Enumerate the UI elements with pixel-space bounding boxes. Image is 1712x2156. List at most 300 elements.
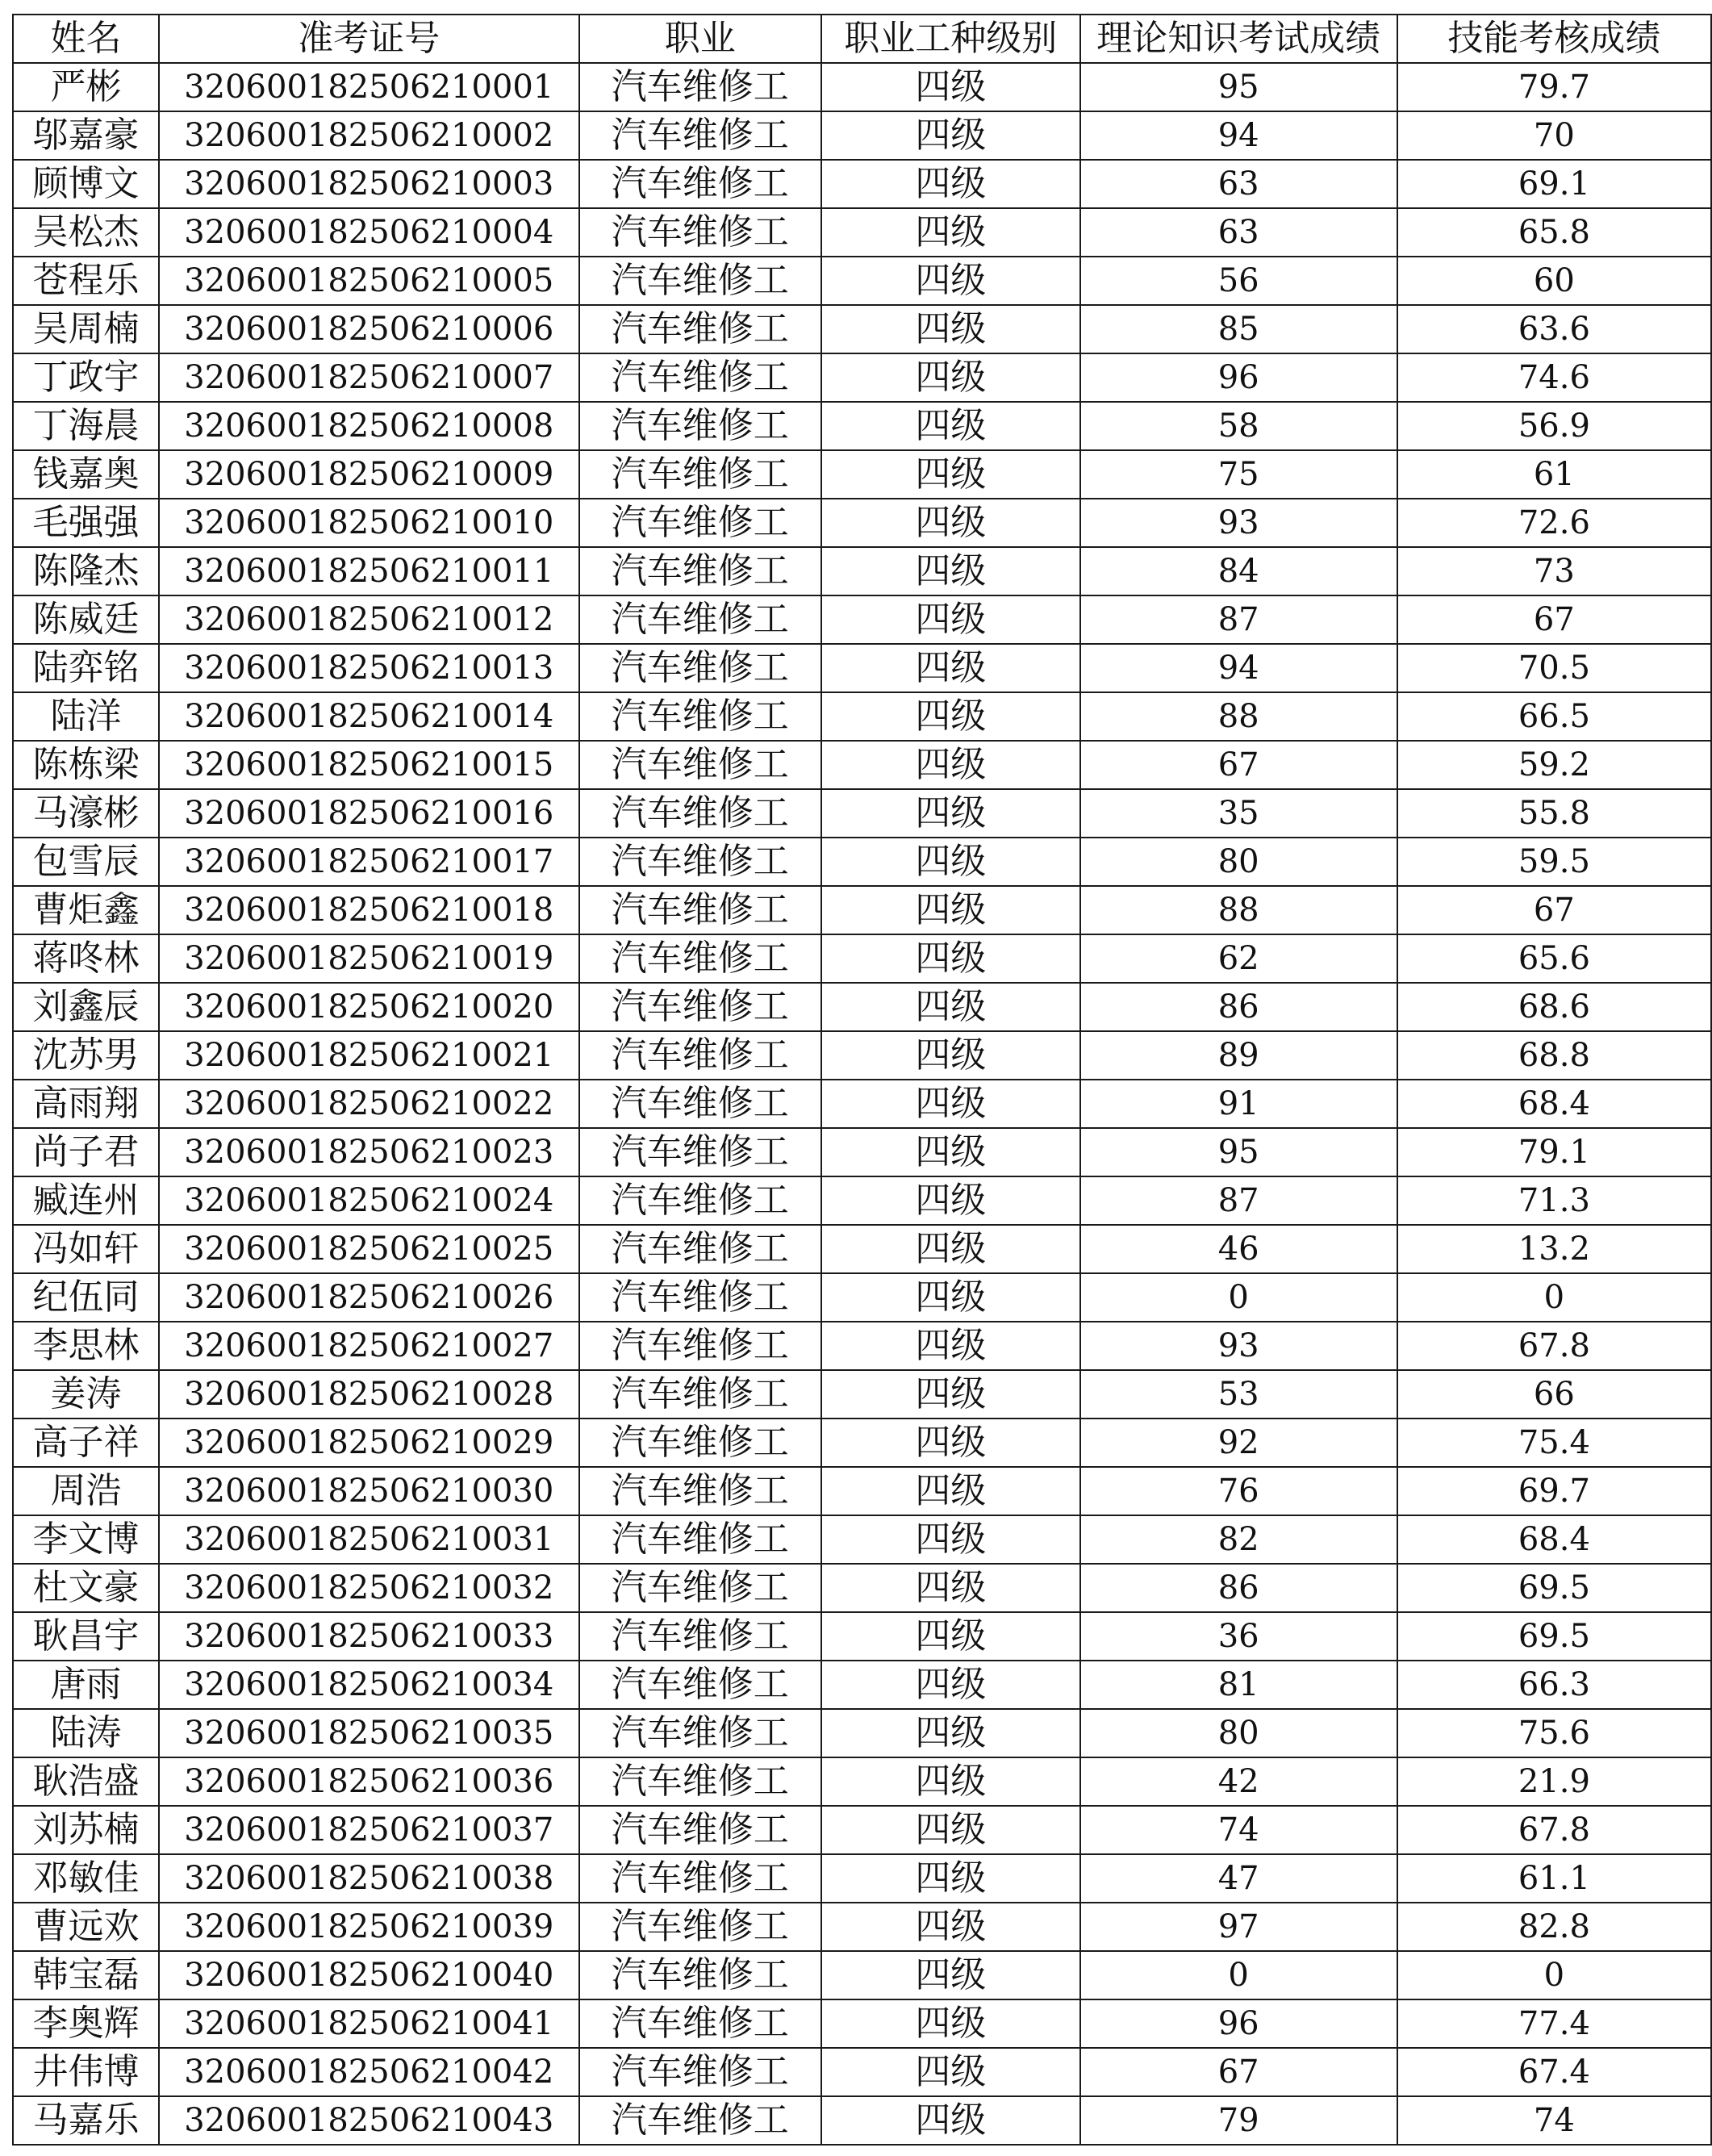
header-occupation: 职业	[579, 15, 821, 63]
occupation-cell: 汽车维修工	[579, 353, 821, 402]
theory-score-cell: 63	[1080, 208, 1397, 257]
header-row	[13, 15, 1711, 63]
ticket-number-cell: 320600182506210012	[159, 595, 579, 644]
level-cell: 四级	[821, 2048, 1080, 2096]
table-row	[13, 1709, 1711, 1757]
occupation-cell: 汽车维修工	[579, 789, 821, 838]
occupation-cell: 汽车维修工	[579, 886, 821, 934]
ticket-number-cell: 320600182506210002	[159, 111, 579, 160]
occupation-cell: 汽车维修工	[579, 1854, 821, 1903]
level-cell: 四级	[821, 983, 1080, 1031]
occupation-cell: 汽车维修工	[579, 111, 821, 160]
level-cell: 四级	[821, 1806, 1080, 1854]
skill-score-cell: 69.7	[1397, 1467, 1711, 1515]
occupation-cell: 汽车维修工	[579, 1080, 821, 1128]
occupation-cell: 汽车维修工	[579, 63, 821, 111]
skill-score-cell: 65.6	[1397, 934, 1711, 983]
skill-score-cell: 67.8	[1397, 1806, 1711, 1854]
table-row	[13, 547, 1711, 595]
theory-score-cell: 88	[1080, 886, 1397, 934]
skill-score-cell: 79.7	[1397, 63, 1711, 111]
level-cell: 四级	[821, 1757, 1080, 1806]
skill-score-cell: 74.6	[1397, 353, 1711, 402]
table-row	[13, 450, 1711, 499]
theory-score-cell: 63	[1080, 160, 1397, 208]
level-cell: 四级	[821, 1273, 1080, 1322]
theory-score-cell: 93	[1080, 1322, 1397, 1370]
occupation-cell: 汽车维修工	[579, 1322, 821, 1370]
name-cell: 韩宝磊	[13, 1951, 159, 1999]
theory-score-cell: 93	[1080, 499, 1397, 547]
name-cell: 周浩	[13, 1467, 159, 1515]
occupation-cell: 汽车维修工	[579, 257, 821, 305]
ticket-number-cell: 320600182506210016	[159, 789, 579, 838]
name-cell: 马濠彬	[13, 789, 159, 838]
occupation-cell: 汽车维修工	[579, 1757, 821, 1806]
occupation-cell: 汽车维修工	[579, 983, 821, 1031]
ticket-number-cell: 320600182506210034	[159, 1661, 579, 1709]
theory-score-cell: 74	[1080, 1806, 1397, 1854]
occupation-cell: 汽车维修工	[579, 644, 821, 692]
ticket-number-cell: 320600182506210023	[159, 1128, 579, 1176]
level-cell: 四级	[821, 1951, 1080, 1999]
table-row	[13, 1176, 1711, 1225]
table-row	[13, 1661, 1711, 1709]
name-cell: 马嘉乐	[13, 2096, 159, 2145]
skill-score-cell: 67.8	[1397, 1322, 1711, 1370]
skill-score-cell: 68.6	[1397, 983, 1711, 1031]
ticket-number-cell: 320600182506210025	[159, 1225, 579, 1273]
theory-score-cell: 53	[1080, 1370, 1397, 1419]
name-cell: 李文博	[13, 1515, 159, 1564]
skill-score-cell: 82.8	[1397, 1903, 1711, 1951]
table-row	[13, 983, 1711, 1031]
skill-score-cell: 69.5	[1397, 1612, 1711, 1661]
header-ticket-number: 准考证号	[159, 15, 579, 63]
ticket-number-cell: 320600182506210022	[159, 1080, 579, 1128]
name-cell: 丁政宇	[13, 353, 159, 402]
table-row	[13, 838, 1711, 886]
name-cell: 严彬	[13, 63, 159, 111]
skill-score-cell: 66.3	[1397, 1661, 1711, 1709]
name-cell: 冯如轩	[13, 1225, 159, 1273]
level-cell: 四级	[821, 789, 1080, 838]
theory-score-cell: 84	[1080, 547, 1397, 595]
skill-score-cell: 72.6	[1397, 499, 1711, 547]
theory-score-cell: 58	[1080, 402, 1397, 450]
theory-score-cell: 95	[1080, 63, 1397, 111]
level-cell: 四级	[821, 353, 1080, 402]
level-cell: 四级	[821, 208, 1080, 257]
skill-score-cell: 68.4	[1397, 1080, 1711, 1128]
name-cell: 沈苏男	[13, 1031, 159, 1080]
ticket-number-cell: 320600182506210031	[159, 1515, 579, 1564]
level-cell: 四级	[821, 1370, 1080, 1419]
skill-score-cell: 68.8	[1397, 1031, 1711, 1080]
ticket-number-cell: 320600182506210040	[159, 1951, 579, 1999]
skill-score-cell: 68.4	[1397, 1515, 1711, 1564]
table-row	[13, 886, 1711, 934]
name-cell: 邬嘉豪	[13, 111, 159, 160]
occupation-cell: 汽车维修工	[579, 2048, 821, 2096]
occupation-cell: 汽车维修工	[579, 499, 821, 547]
table-row	[13, 789, 1711, 838]
level-cell: 四级	[821, 111, 1080, 160]
name-cell: 曹远欢	[13, 1903, 159, 1951]
name-cell: 陈栋梁	[13, 741, 159, 789]
theory-score-cell: 0	[1080, 1951, 1397, 1999]
occupation-cell: 汽车维修工	[579, 1225, 821, 1273]
level-cell: 四级	[821, 63, 1080, 111]
level-cell: 四级	[821, 1564, 1080, 1612]
ticket-number-cell: 320600182506210037	[159, 1806, 579, 1854]
level-cell: 四级	[821, 1854, 1080, 1903]
name-cell: 邓敏佳	[13, 1854, 159, 1903]
theory-score-cell: 85	[1080, 305, 1397, 353]
skill-score-cell: 63.6	[1397, 305, 1711, 353]
table-row	[13, 1903, 1711, 1951]
theory-score-cell: 89	[1080, 1031, 1397, 1080]
table-row	[13, 305, 1711, 353]
occupation-cell: 汽车维修工	[579, 838, 821, 886]
table-row	[13, 208, 1711, 257]
skill-score-cell: 61.1	[1397, 1854, 1711, 1903]
level-cell: 四级	[821, 1031, 1080, 1080]
theory-score-cell: 80	[1080, 838, 1397, 886]
table-row	[13, 402, 1711, 450]
theory-score-cell: 96	[1080, 353, 1397, 402]
theory-score-cell: 67	[1080, 2048, 1397, 2096]
name-cell: 曹炬鑫	[13, 886, 159, 934]
ticket-number-cell: 320600182506210038	[159, 1854, 579, 1903]
name-cell: 井伟博	[13, 2048, 159, 2096]
occupation-cell: 汽车维修工	[579, 1273, 821, 1322]
theory-score-cell: 35	[1080, 789, 1397, 838]
ticket-number-cell: 320600182506210009	[159, 450, 579, 499]
occupation-cell: 汽车维修工	[579, 1515, 821, 1564]
ticket-number-cell: 320600182506210042	[159, 2048, 579, 2096]
name-cell: 尚子君	[13, 1128, 159, 1176]
skill-score-cell: 66.5	[1397, 692, 1711, 741]
theory-score-cell: 88	[1080, 692, 1397, 741]
level-cell: 四级	[821, 644, 1080, 692]
ticket-number-cell: 320600182506210030	[159, 1467, 579, 1515]
name-cell: 毛强强	[13, 499, 159, 547]
theory-score-cell: 94	[1080, 111, 1397, 160]
skill-score-cell: 67	[1397, 595, 1711, 644]
skill-score-cell: 75.4	[1397, 1419, 1711, 1467]
skill-score-cell: 61	[1397, 450, 1711, 499]
theory-score-cell: 47	[1080, 1854, 1397, 1903]
theory-score-cell: 91	[1080, 1080, 1397, 1128]
score-table	[12, 14, 1712, 2146]
occupation-cell: 汽车维修工	[579, 1419, 821, 1467]
name-cell: 耿昌宇	[13, 1612, 159, 1661]
skill-score-cell: 59.2	[1397, 741, 1711, 789]
occupation-cell: 汽车维修工	[579, 160, 821, 208]
level-cell: 四级	[821, 595, 1080, 644]
skill-score-cell: 71.3	[1397, 1176, 1711, 1225]
name-cell: 苍程乐	[13, 257, 159, 305]
name-cell: 姜涛	[13, 1370, 159, 1419]
occupation-cell: 汽车维修工	[579, 450, 821, 499]
skill-score-cell: 66	[1397, 1370, 1711, 1419]
occupation-cell: 汽车维修工	[579, 1903, 821, 1951]
name-cell: 陆涛	[13, 1709, 159, 1757]
table-row	[13, 1273, 1711, 1322]
ticket-number-cell: 320600182506210021	[159, 1031, 579, 1080]
table-row	[13, 499, 1711, 547]
theory-score-cell: 76	[1080, 1467, 1397, 1515]
skill-score-cell: 56.9	[1397, 402, 1711, 450]
theory-score-cell: 42	[1080, 1757, 1397, 1806]
name-cell: 丁海晨	[13, 402, 159, 450]
level-cell: 四级	[821, 402, 1080, 450]
level-cell: 四级	[821, 1903, 1080, 1951]
table-row	[13, 1806, 1711, 1854]
table-row	[13, 63, 1711, 111]
header-level: 职业工种级别	[821, 15, 1080, 63]
table-row	[13, 353, 1711, 402]
occupation-cell: 汽车维修工	[579, 1370, 821, 1419]
name-cell: 陆弈铭	[13, 644, 159, 692]
name-cell: 唐雨	[13, 1661, 159, 1709]
ticket-number-cell: 320600182506210010	[159, 499, 579, 547]
level-cell: 四级	[821, 886, 1080, 934]
name-cell: 陆洋	[13, 692, 159, 741]
occupation-cell: 汽车维修工	[579, 1467, 821, 1515]
occupation-cell: 汽车维修工	[579, 1806, 821, 1854]
header-theory-score: 理论知识考试成绩	[1080, 15, 1397, 63]
level-cell: 四级	[821, 1467, 1080, 1515]
level-cell: 四级	[821, 547, 1080, 595]
theory-score-cell: 46	[1080, 1225, 1397, 1273]
level-cell: 四级	[821, 1612, 1080, 1661]
ticket-number-cell: 320600182506210018	[159, 886, 579, 934]
level-cell: 四级	[821, 741, 1080, 789]
level-cell: 四级	[821, 692, 1080, 741]
name-cell: 陈隆杰	[13, 547, 159, 595]
name-cell: 高雨翔	[13, 1080, 159, 1128]
occupation-cell: 汽车维修工	[579, 1564, 821, 1612]
theory-score-cell: 86	[1080, 983, 1397, 1031]
theory-score-cell: 80	[1080, 1709, 1397, 1757]
name-cell: 李思林	[13, 1322, 159, 1370]
occupation-cell: 汽车维修工	[579, 692, 821, 741]
ticket-number-cell: 320600182506210027	[159, 1322, 579, 1370]
occupation-cell: 汽车维修工	[579, 1612, 821, 1661]
ticket-number-cell: 320600182506210028	[159, 1370, 579, 1419]
ticket-number-cell: 320600182506210033	[159, 1612, 579, 1661]
table-row	[13, 1854, 1711, 1903]
table-row	[13, 160, 1711, 208]
theory-score-cell: 67	[1080, 741, 1397, 789]
ticket-number-cell: 320600182506210024	[159, 1176, 579, 1225]
name-cell: 蒋咚林	[13, 934, 159, 983]
name-cell: 吴松杰	[13, 208, 159, 257]
skill-score-cell: 0	[1397, 1273, 1711, 1322]
name-cell: 高子祥	[13, 1419, 159, 1467]
ticket-number-cell: 320600182506210035	[159, 1709, 579, 1757]
name-cell: 臧连州	[13, 1176, 159, 1225]
name-cell: 顾博文	[13, 160, 159, 208]
theory-score-cell: 86	[1080, 1564, 1397, 1612]
skill-score-cell: 79.1	[1397, 1128, 1711, 1176]
table-row	[13, 1467, 1711, 1515]
skill-score-cell: 69.1	[1397, 160, 1711, 208]
skill-score-cell: 70	[1397, 111, 1711, 160]
level-cell: 四级	[821, 1128, 1080, 1176]
ticket-number-cell: 320600182506210001	[159, 63, 579, 111]
theory-score-cell: 94	[1080, 644, 1397, 692]
skill-score-cell: 60	[1397, 257, 1711, 305]
theory-score-cell: 97	[1080, 1903, 1397, 1951]
name-cell: 钱嘉奥	[13, 450, 159, 499]
occupation-cell: 汽车维修工	[579, 208, 821, 257]
theory-score-cell: 87	[1080, 595, 1397, 644]
table-row	[13, 1419, 1711, 1467]
skill-score-cell: 55.8	[1397, 789, 1711, 838]
level-cell: 四级	[821, 2096, 1080, 2145]
header-name: 姓名	[13, 15, 159, 63]
skill-score-cell: 59.5	[1397, 838, 1711, 886]
level-cell: 四级	[821, 1176, 1080, 1225]
name-cell: 刘鑫辰	[13, 983, 159, 1031]
name-cell: 李奥辉	[13, 1999, 159, 2048]
ticket-number-cell: 320600182506210036	[159, 1757, 579, 1806]
occupation-cell: 汽车维修工	[579, 934, 821, 983]
level-cell: 四级	[821, 257, 1080, 305]
occupation-cell: 汽车维修工	[579, 2096, 821, 2145]
theory-score-cell: 62	[1080, 934, 1397, 983]
occupation-cell: 汽车维修工	[579, 547, 821, 595]
skill-score-cell: 69.5	[1397, 1564, 1711, 1612]
skill-score-cell: 0	[1397, 1951, 1711, 1999]
table-row	[13, 257, 1711, 305]
occupation-cell: 汽车维修工	[579, 305, 821, 353]
name-cell: 刘苏楠	[13, 1806, 159, 1854]
table-row	[13, 1757, 1711, 1806]
skill-score-cell: 74	[1397, 2096, 1711, 2145]
ticket-number-cell: 320600182506210008	[159, 402, 579, 450]
ticket-number-cell: 320600182506210019	[159, 934, 579, 983]
occupation-cell: 汽车维修工	[579, 1128, 821, 1176]
level-cell: 四级	[821, 1225, 1080, 1273]
table-row	[13, 1031, 1711, 1080]
table-row	[13, 2048, 1711, 2096]
table-row	[13, 644, 1711, 692]
occupation-cell: 汽车维修工	[579, 1031, 821, 1080]
name-cell: 包雪辰	[13, 838, 159, 886]
skill-score-cell: 21.9	[1397, 1757, 1711, 1806]
table-row	[13, 1951, 1711, 1999]
ticket-number-cell: 320600182506210020	[159, 983, 579, 1031]
occupation-cell: 汽车维修工	[579, 1999, 821, 2048]
table-row	[13, 1515, 1711, 1564]
name-cell: 纪伍同	[13, 1273, 159, 1322]
occupation-cell: 汽车维修工	[579, 741, 821, 789]
occupation-cell: 汽车维修工	[579, 1951, 821, 1999]
ticket-number-cell: 320600182506210041	[159, 1999, 579, 2048]
theory-score-cell: 0	[1080, 1273, 1397, 1322]
occupation-cell: 汽车维修工	[579, 595, 821, 644]
table-row	[13, 1999, 1711, 2048]
ticket-number-cell: 320600182506210003	[159, 160, 579, 208]
skill-score-cell: 75.6	[1397, 1709, 1711, 1757]
table-row	[13, 934, 1711, 983]
skill-score-cell: 13.2	[1397, 1225, 1711, 1273]
table-row	[13, 595, 1711, 644]
skill-score-cell: 70.5	[1397, 644, 1711, 692]
level-cell: 四级	[821, 1419, 1080, 1467]
level-cell: 四级	[821, 305, 1080, 353]
table-row	[13, 1080, 1711, 1128]
level-cell: 四级	[821, 1515, 1080, 1564]
ticket-number-cell: 320600182506210004	[159, 208, 579, 257]
theory-score-cell: 95	[1080, 1128, 1397, 1176]
theory-score-cell: 75	[1080, 450, 1397, 499]
header-skill-score: 技能考核成绩	[1397, 15, 1711, 63]
ticket-number-cell: 320600182506210026	[159, 1273, 579, 1322]
skill-score-cell: 67	[1397, 886, 1711, 934]
ticket-number-cell: 320600182506210013	[159, 644, 579, 692]
table-row	[13, 111, 1711, 160]
level-cell: 四级	[821, 1709, 1080, 1757]
level-cell: 四级	[821, 1999, 1080, 2048]
occupation-cell: 汽车维修工	[579, 1709, 821, 1757]
theory-score-cell: 36	[1080, 1612, 1397, 1661]
level-cell: 四级	[821, 838, 1080, 886]
ticket-number-cell: 320600182506210014	[159, 692, 579, 741]
ticket-number-cell: 320600182506210029	[159, 1419, 579, 1467]
level-cell: 四级	[821, 1322, 1080, 1370]
table-row	[13, 1322, 1711, 1370]
level-cell: 四级	[821, 160, 1080, 208]
table-row	[13, 1564, 1711, 1612]
name-cell: 杜文豪	[13, 1564, 159, 1612]
skill-score-cell: 77.4	[1397, 1999, 1711, 2048]
theory-score-cell: 96	[1080, 1999, 1397, 2048]
name-cell: 耿浩盛	[13, 1757, 159, 1806]
occupation-cell: 汽车维修工	[579, 1661, 821, 1709]
table-row	[13, 1612, 1711, 1661]
ticket-number-cell: 320600182506210043	[159, 2096, 579, 2145]
name-cell: 吴周楠	[13, 305, 159, 353]
table-row	[13, 1225, 1711, 1273]
ticket-number-cell: 320600182506210015	[159, 741, 579, 789]
theory-score-cell: 87	[1080, 1176, 1397, 1225]
level-cell: 四级	[821, 1080, 1080, 1128]
table-row	[13, 692, 1711, 741]
table-row	[13, 2096, 1711, 2145]
ticket-number-cell: 320600182506210007	[159, 353, 579, 402]
level-cell: 四级	[821, 1661, 1080, 1709]
theory-score-cell: 92	[1080, 1419, 1397, 1467]
ticket-number-cell: 320600182506210006	[159, 305, 579, 353]
occupation-cell: 汽车维修工	[579, 402, 821, 450]
theory-score-cell: 81	[1080, 1661, 1397, 1709]
name-cell: 陈威廷	[13, 595, 159, 644]
theory-score-cell: 56	[1080, 257, 1397, 305]
occupation-cell: 汽车维修工	[579, 1176, 821, 1225]
table-body	[13, 63, 1711, 2145]
skill-score-cell: 73	[1397, 547, 1711, 595]
ticket-number-cell: 320600182506210039	[159, 1903, 579, 1951]
level-cell: 四级	[821, 934, 1080, 983]
skill-score-cell: 67.4	[1397, 2048, 1711, 2096]
theory-score-cell: 79	[1080, 2096, 1397, 2145]
theory-score-cell: 82	[1080, 1515, 1397, 1564]
